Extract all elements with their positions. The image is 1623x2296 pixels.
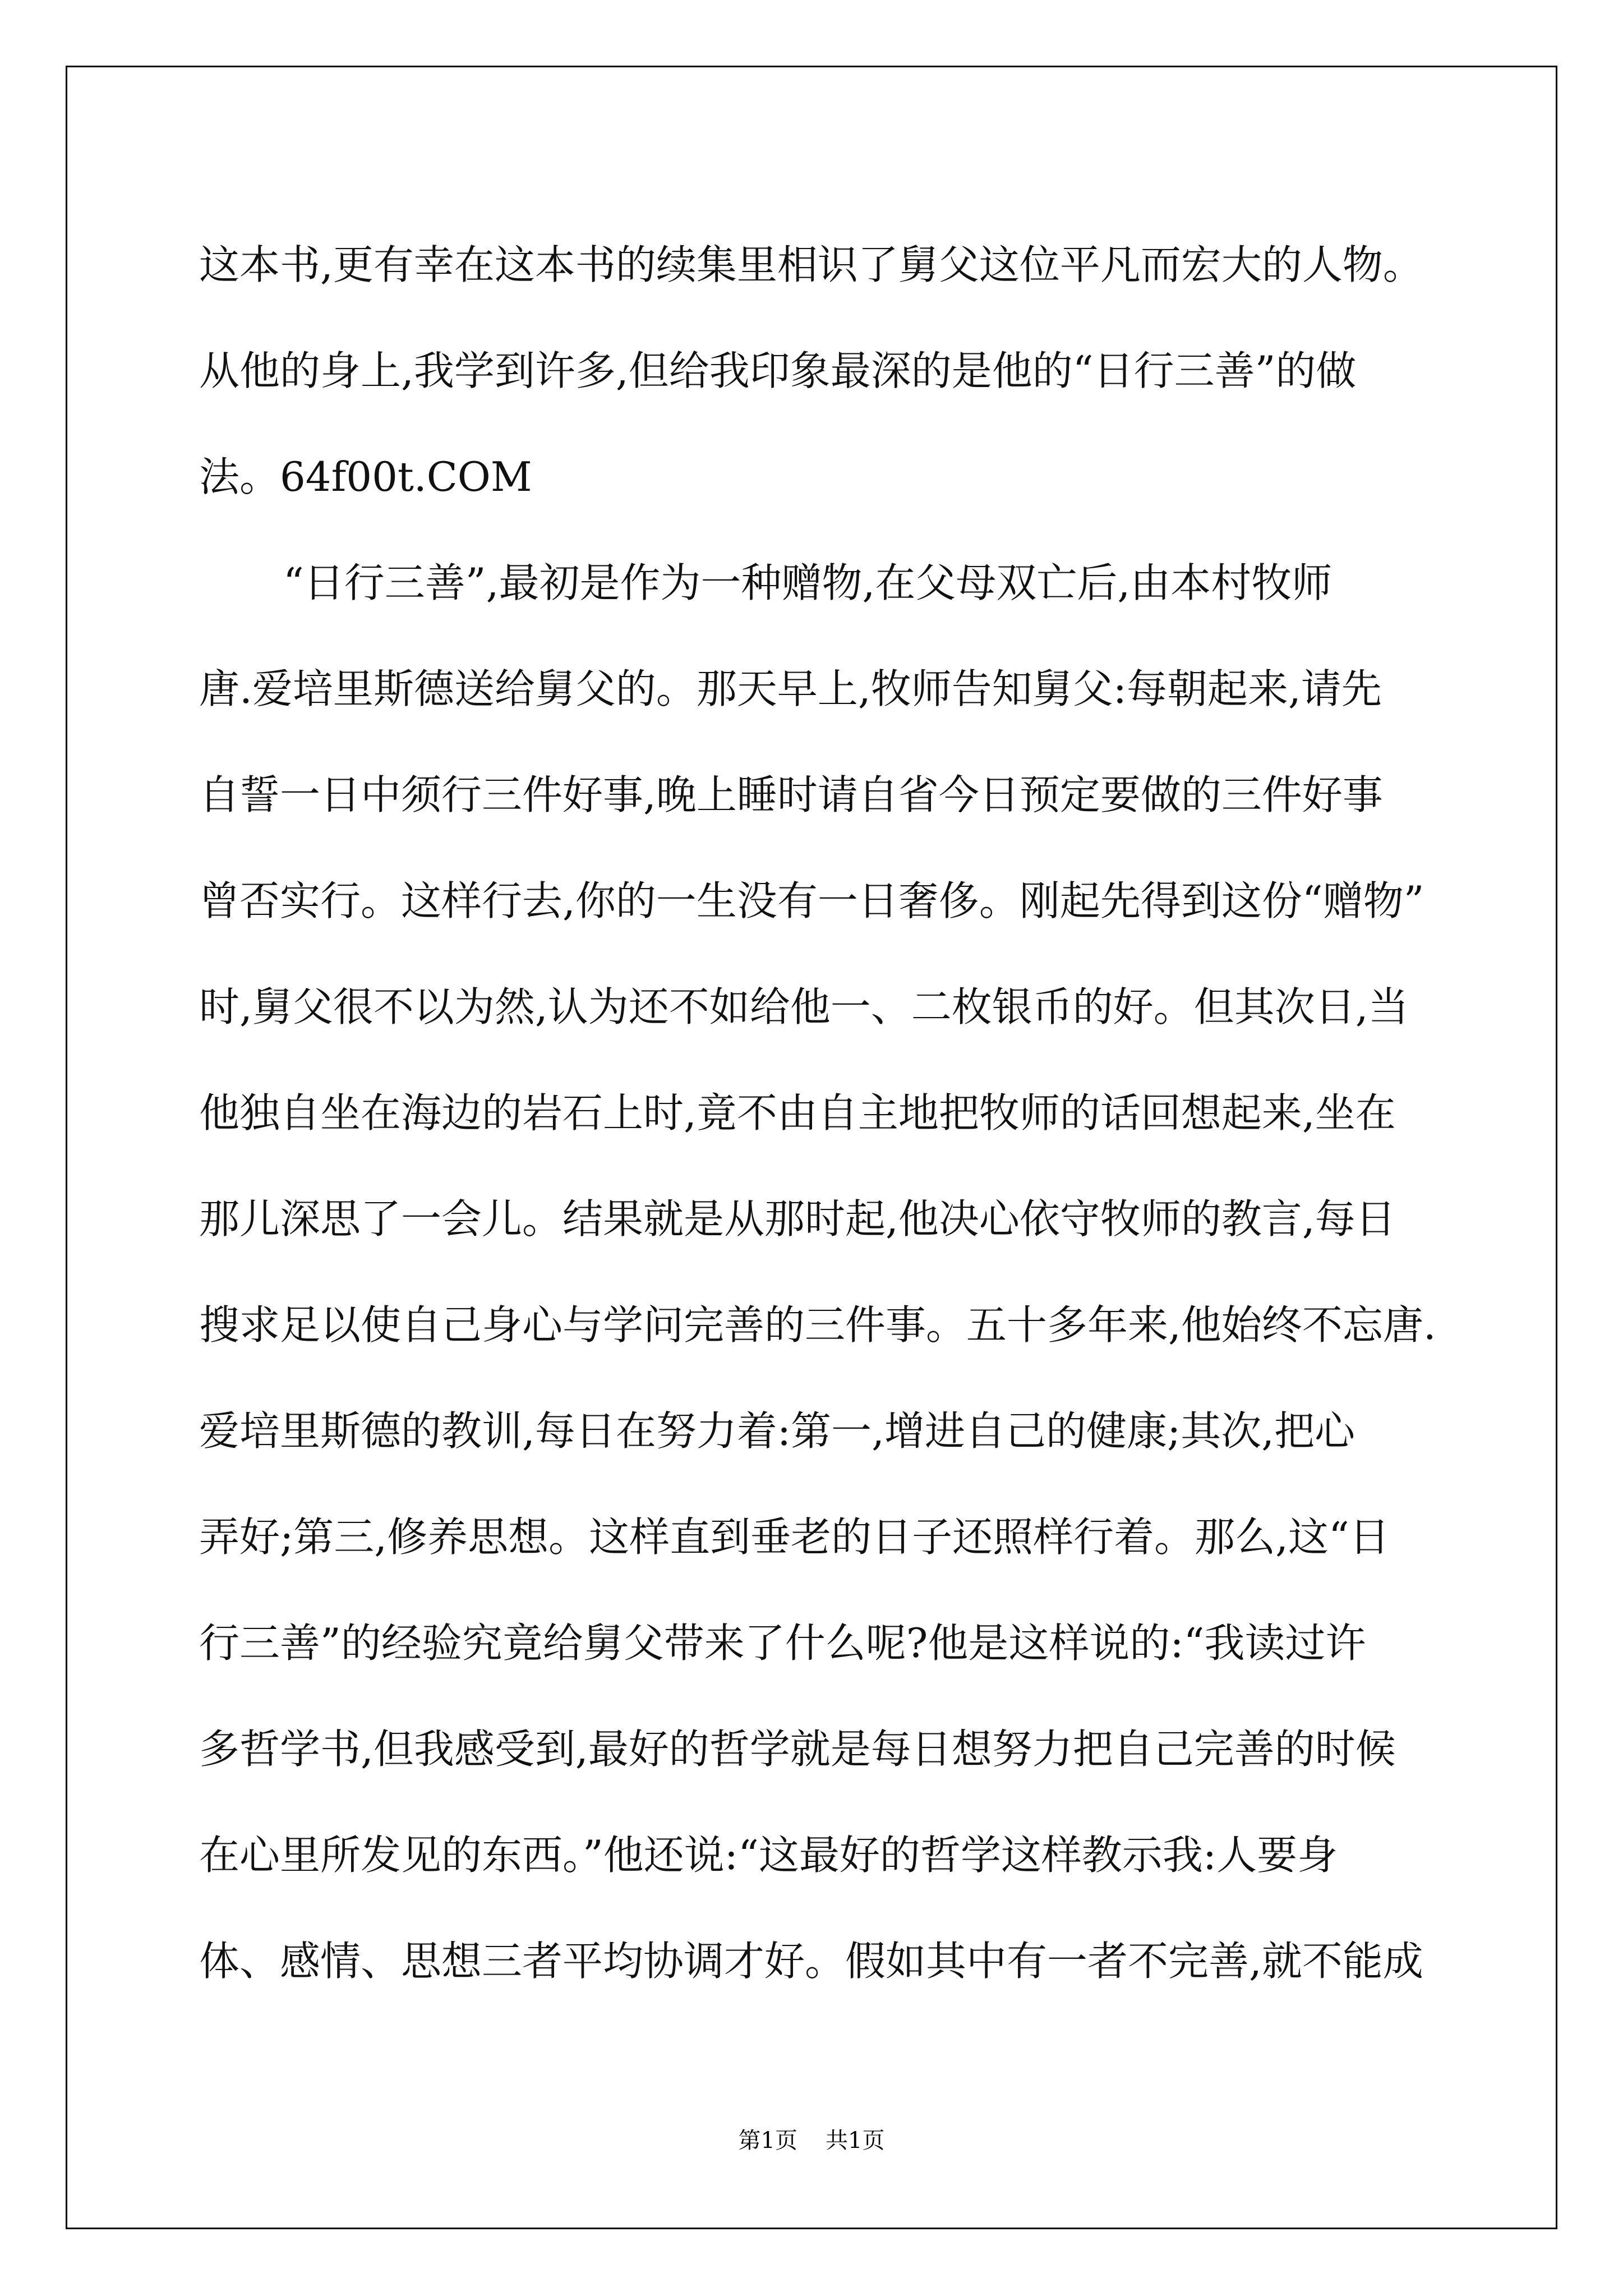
text-line: 唐.爱培里斯德送给舅父的。那天早上,牧师告知舅父:每朝起来,请先 [199,665,1382,712]
document-body [199,212,1436,2014]
page-footer [0,2123,1623,2155]
text-line: 多哲学书,但我感受到,最好的哲学就是每日想努力把自己完善的时候 [199,1726,1396,1773]
page-total: 共1页 [826,2128,885,2154]
text-line: 时,舅父很不以为然,认为还不如给他一、二枚银币的好。但其次日,当 [199,983,1409,1030]
text-line: 弄好;第三,修养思想。这样直到垂老的日子还照样行着。那么,这“日 [199,1513,1390,1561]
text-line: 自誓一日中须行三件好事,晚上睡时请自省今日预定要做的三件好事 [199,771,1383,818]
text-line: 法。64f00t.COM [199,453,532,500]
text-line: 在心里所发见的东西。”他还说:“这最好的哲学这样教示我:人要身 [199,1832,1338,1879]
text-line: 曾否实行。这样行去,你的一生没有一日奢侈。刚起先得到这份“赠物” [199,877,1424,924]
text-line: 从他的身上,我学到许多,但给我印象最深的是他的“日行三善”的做 [199,347,1357,394]
text-line: 这本书,更有幸在这本书的续集里相识了舅父这位平凡而宏大的人物。 [199,241,1423,288]
text-line: 行三善”的经验究竟给舅父带来了什么呢?他是这样说的:“我读过许 [199,1619,1366,1667]
text-line: 体、感情、思想三者平均协调才好。假如其中有一者不完善,就不能成 [199,1938,1423,1985]
paragraph-first-line: “日行三善”,最初是作为一种赠物,在父母双亡后,由本村牧师 [283,559,1332,606]
text-line: 那儿深思了一会儿。结果就是从那时起,他决心依守牧师的教言,每日 [199,1195,1396,1243]
text-line: 搜求足以使自己身心与学问完善的三件事。五十多年来,他始终不忘唐. [199,1301,1436,1349]
page-number: 第1页 [738,2128,797,2154]
text-line: 他独自坐在海边的岩石上时,竟不由自主地把牧师的话回想起来,坐在 [199,1089,1396,1137]
text-line: 爱培里斯德的教训,每日在努力着:第一,增进自己的健康;其次,把心 [199,1407,1355,1455]
